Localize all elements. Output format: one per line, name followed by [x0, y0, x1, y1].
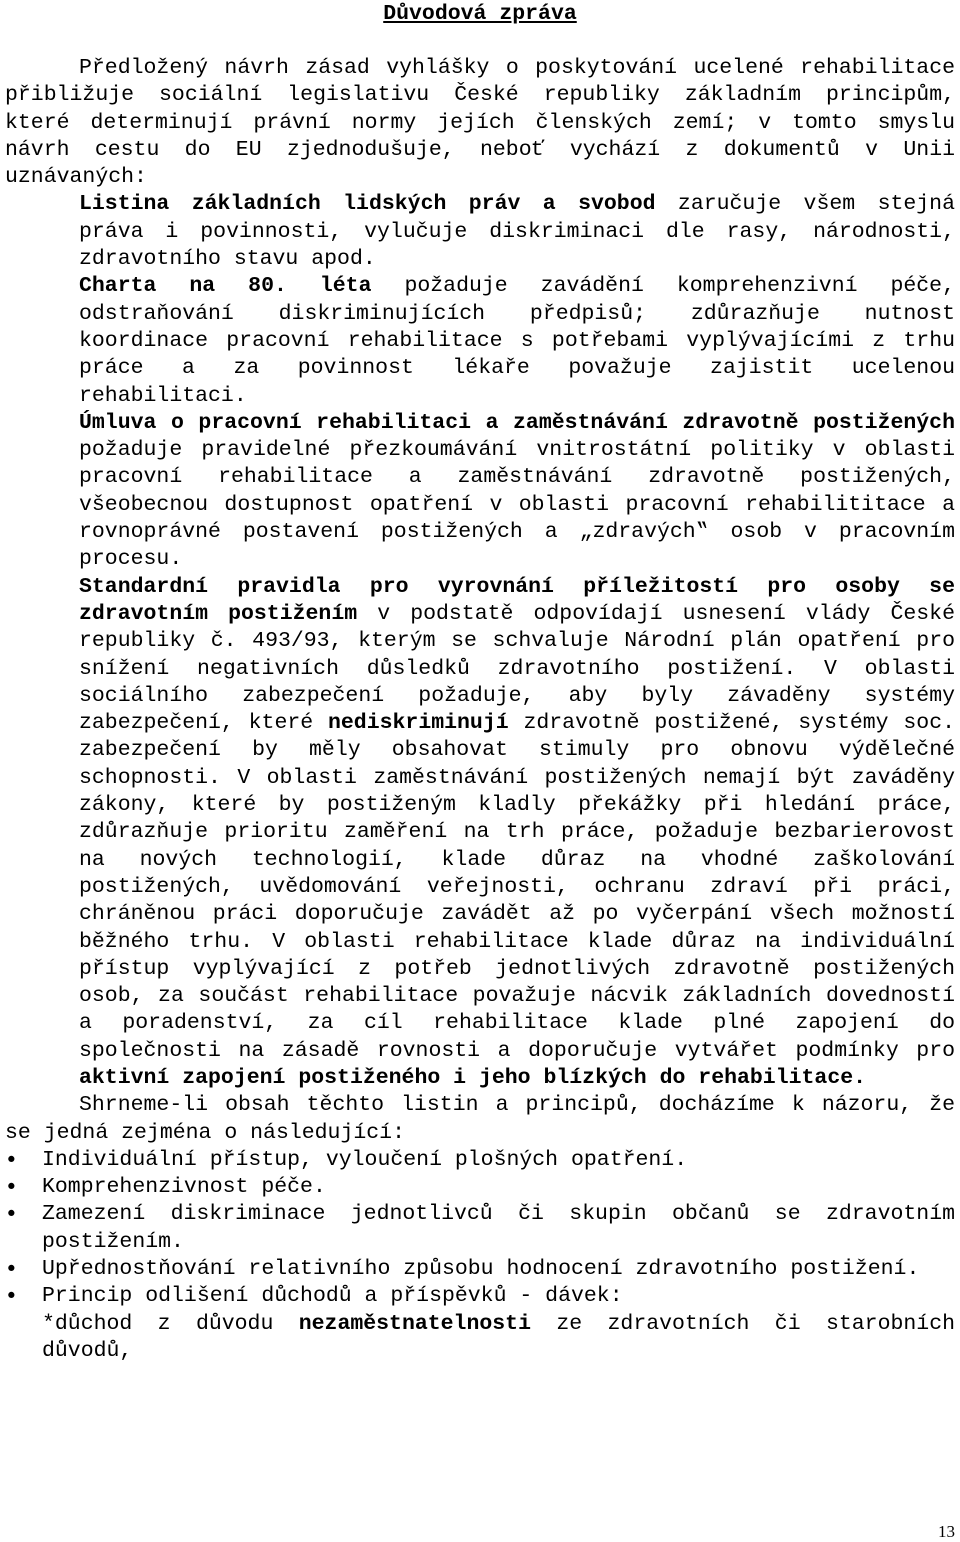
standard-rules-text-2: zdravotně postižené, systémy soc. zabezpečení by měly obsahovat stimuly pro obnovu výdělečné schopnosti. V oblasti zaměstnávání postižených nemají být zaváděny zákony, které by postiženým kladly překážky při hledání práce, zdůrazňuje prioritu zaměření na trh práce, požaduje bezbarierovost na nových technologií, klade důraz na vhodné zaškolování postižených, uvědomování veřejnosti, ochranu zdraví při práci, chráněnou práci doporučuje zavádět až po vyčerpání všech možností běžného trhu. V oblasti rehabilitace klade důraz na individuální přístup vyplývající z potřeb jednotlivých zdravotně postižených osob, za součást rehabilitace považuje nácvik základních dovedností a poradenství, za cíl rehabilitace klade plné zapojení do společnosti na zásadě rovnosti a doporučuje vytvářet podmínky pro [79, 711, 956, 1063]
document-page [5, 0, 955, 1365]
standard-rules-title: Standardní pravidla pro vyrovnání příležitostí pro osoby se zdravotním postižením [79, 574, 955, 626]
active-involvement-emphasis: aktivní zapojení postiženého i jeho blízkých do rehabilitace. [79, 1065, 867, 1090]
charter-paragraph [5, 191, 955, 273]
non-discriminate-emphasis: nediskriminují [328, 711, 509, 736]
document-title: Důvodová zpráva [383, 2, 577, 26]
list-item-text: Upřednostňování relativního způsobu hodnocení zdravotního postižení. [42, 1257, 920, 1282]
charta-80s-title: Charta na 80. léta [79, 274, 372, 299]
intro-paragraph: Předložený návrh zásad vyhlášky o poskytování ucelené rehabilitace přibližuje sociální legislativu České republiky základním principům, které determinují právní normy jejích členských zemí; v tomto smyslu návrh cestu do EU zjednodušuje, neboť vychází z dokumentů v Unii uznávaných: [5, 56, 955, 190]
list-item-text: Zamezení diskriminace jednotlivců či skupin občanů se zdravotním postižením. [42, 1202, 955, 1254]
sub-item-text-2: ze zdravotních či starobních důvodů, [42, 1311, 955, 1363]
summary-paragraph: Shrneme-li obsah těchto listin a principů, docházíme k názoru, že se jedná zejména o následující: [5, 1093, 955, 1145]
unemployability-emphasis: nezaměstnatelnosti [298, 1311, 531, 1336]
charta-80s-text: požaduje zavádění komprehenzivní péče, odstraňování diskriminujících předpisů; zdůrazňuje nutnost koordinace pracovní rehabilitace s potřebami vyplývajícími z trhu práce a za povinnost lékaře považuje zajistit ucelenou rehabilitaci. [79, 274, 955, 408]
bullet-icon: • [5, 1257, 18, 1283]
list-item [5, 1256, 955, 1283]
principles-list [5, 1147, 955, 1311]
list-item [5, 1174, 955, 1201]
list-item-text: Komprehenzivnost péče. [42, 1175, 326, 1200]
bullet-icon: • [5, 1202, 18, 1228]
bullet-icon: • [5, 1147, 18, 1173]
list-item [5, 1147, 955, 1174]
bullet-icon: • [5, 1175, 18, 1201]
list-item [5, 1201, 955, 1256]
list-item [5, 1283, 955, 1310]
standard-rules-text-1: v podstatě odpovídají usnesení vlády České republiky č. 493/93, kterým se schvaluje Národní plán opatření pro snížení negativních důsledků zdravotního postižení. V oblasti sociálního zabezpečení požaduje, aby byly závaděny systémy zabezpečení, které [79, 601, 955, 736]
charta-80s-paragraph [5, 273, 955, 409]
bullet-icon: • [5, 1284, 18, 1310]
page-number: 13 [938, 1522, 955, 1541]
list-item-text: Individuální přístup, vyloučení plošných opatření. [42, 1147, 688, 1172]
charter-title: Listina základních lidských práv a svobod [79, 192, 656, 217]
convention-paragraph [5, 410, 955, 574]
convention-text: požaduje pravidelné přezkoumávání vnitrostátní politiky v oblasti pracovní rehabilitace a zaměstnávání zdravotně postižených, všeobecnou dostupnost opatření v oblasti pracovní rehabilititace a rovnoprávné postavení postižených a „zdravých‟ osob v pracovním procesu. [79, 438, 955, 572]
standard-rules-paragraph [5, 574, 955, 1093]
sub-item-text-1: *důchod z důvodu [42, 1311, 299, 1336]
list-item-text: Princip odlišení důchodů a příspěvků - dávek: [42, 1284, 623, 1309]
charter-text: zaručuje všem stejná práva i povinnosti, vylučuje diskriminaci dle rasy, národnosti, zdravotního stavu apod. [79, 192, 955, 272]
convention-title: Úmluva o pracovní rehabilitaci a zaměstnávání zdravotně postižených [79, 410, 955, 435]
sub-item [5, 1311, 955, 1366]
